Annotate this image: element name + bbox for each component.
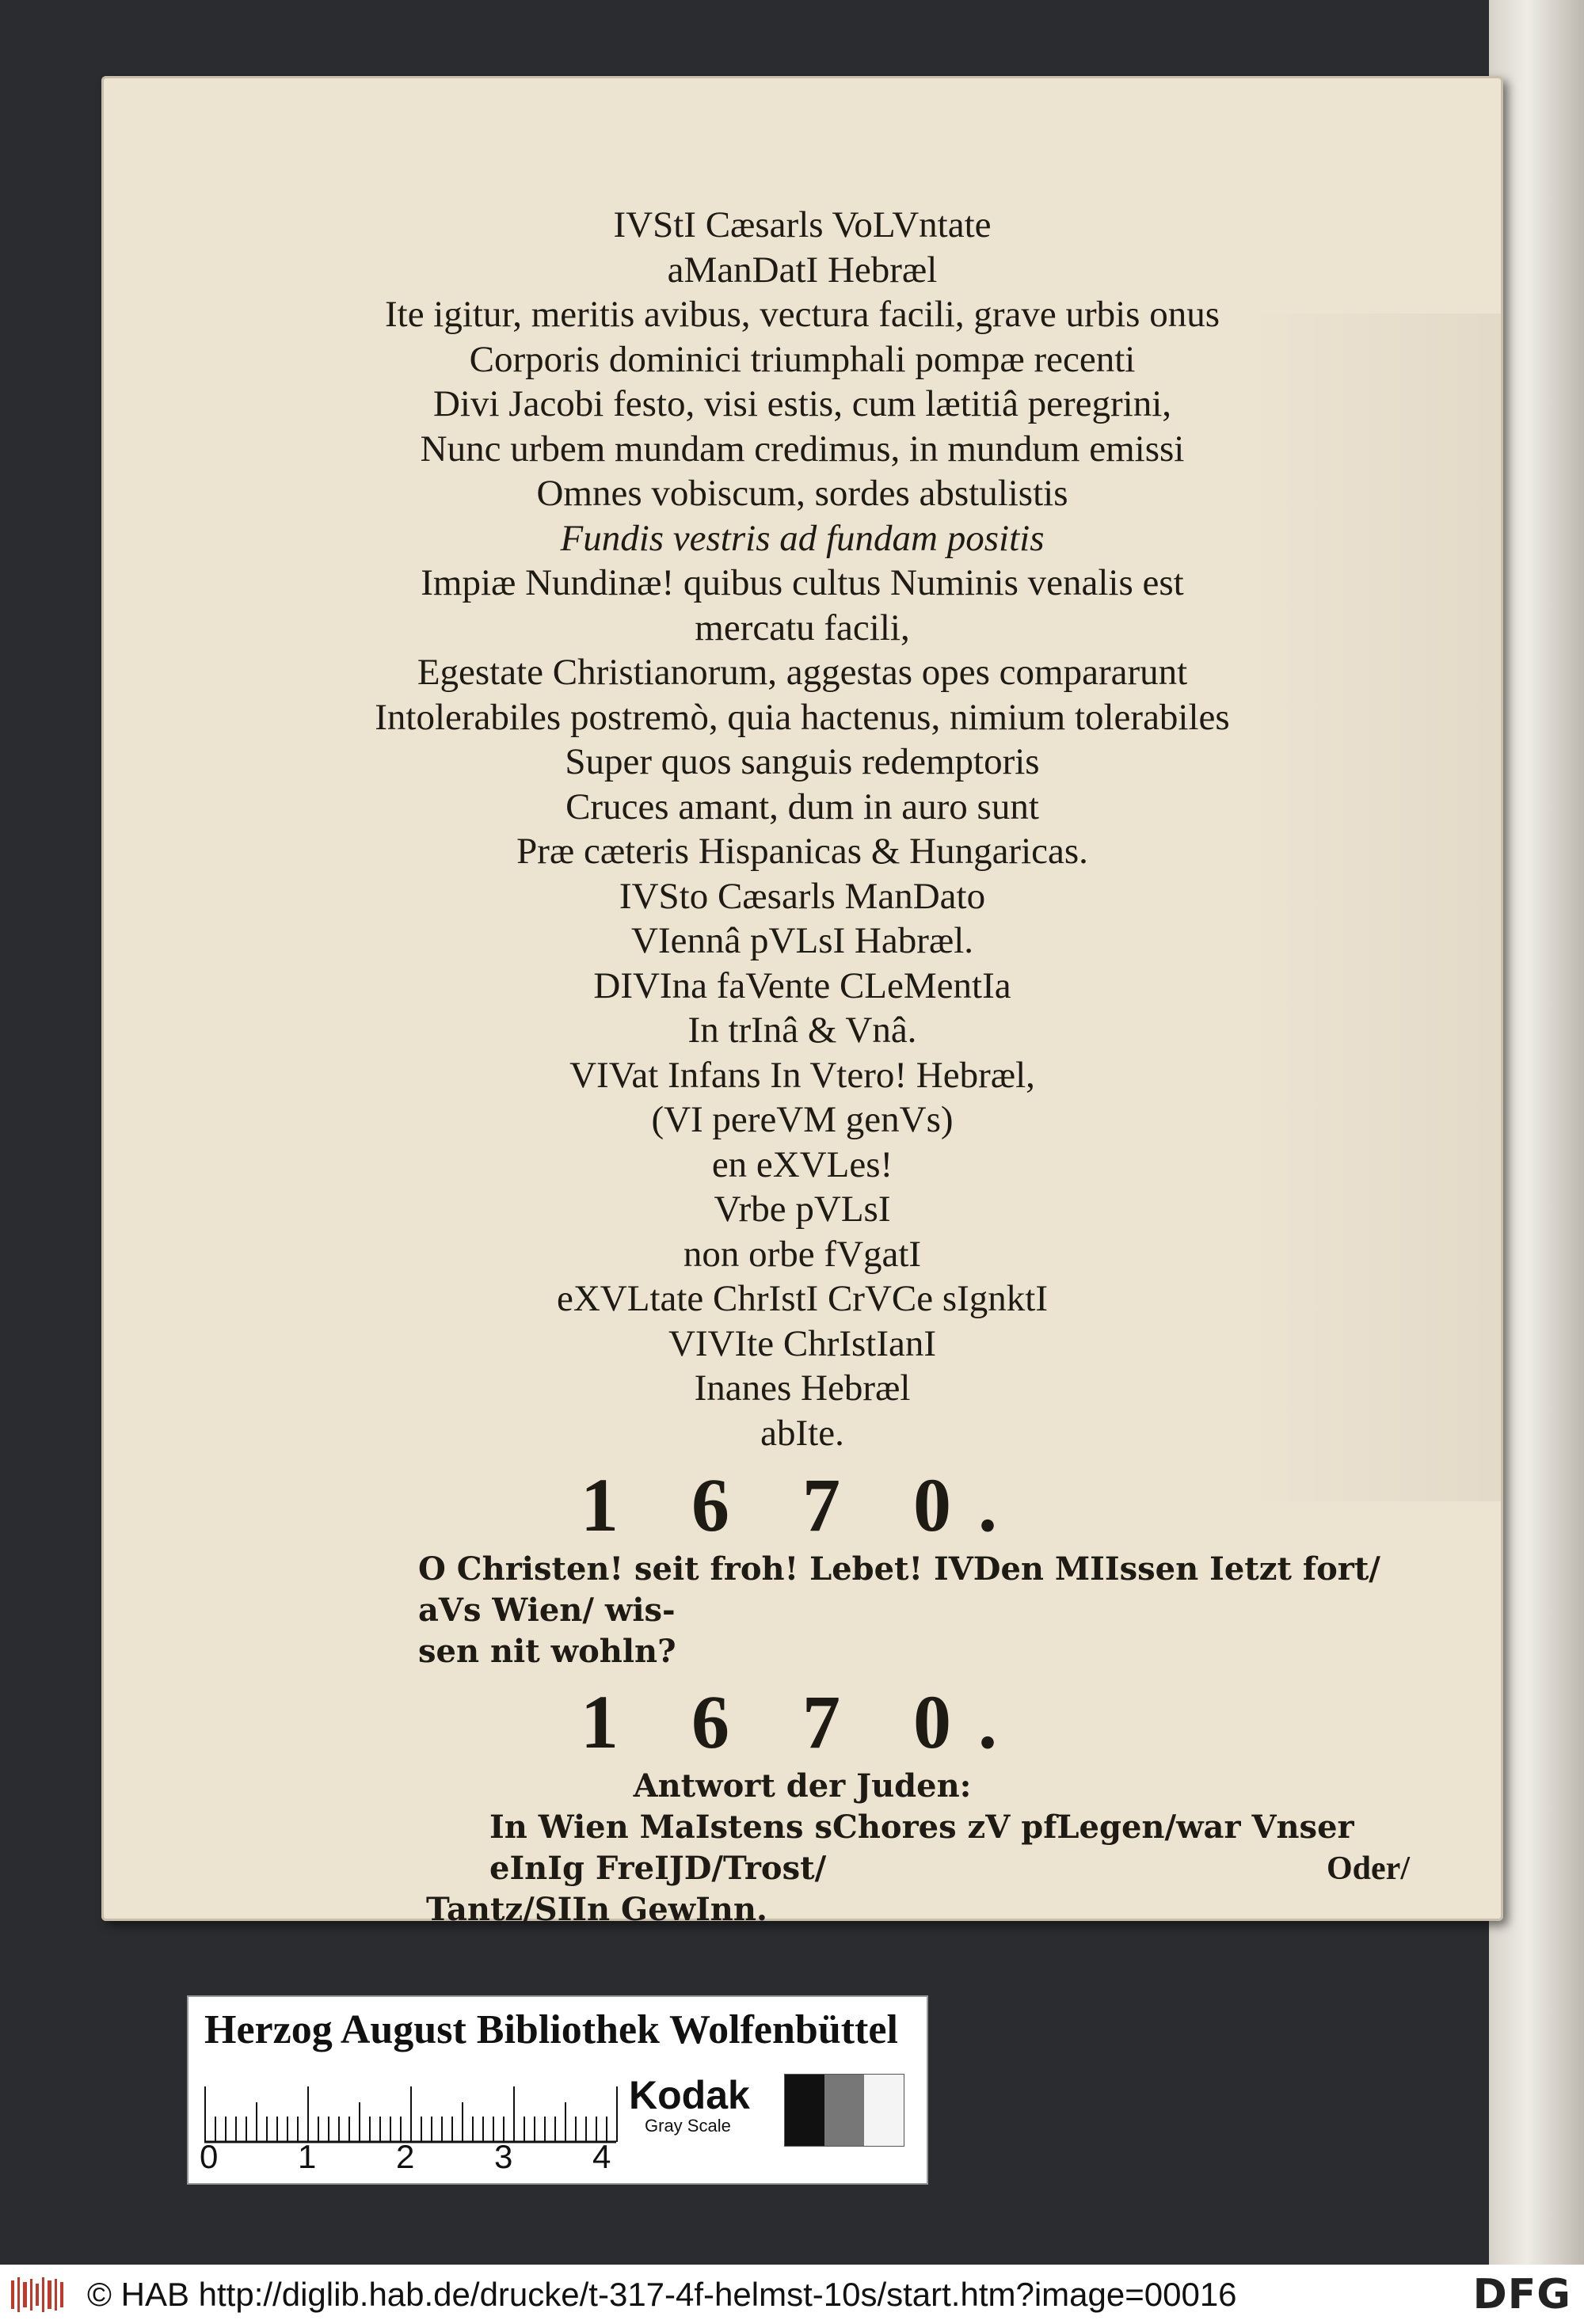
ruler-number: 0 bbox=[200, 2138, 219, 2175]
text-line: abIte. bbox=[760, 1412, 844, 1454]
ruler-number: 1 bbox=[298, 2138, 317, 2175]
gray-patch bbox=[785, 2075, 824, 2146]
ruler-number: 3 bbox=[494, 2138, 513, 2175]
text-line: IVSto Cæsarls ManDato bbox=[619, 875, 986, 917]
catchword: Oder/ bbox=[1327, 1850, 1410, 1887]
year-heading-1: 1 6 7 0. bbox=[581, 1462, 1024, 1547]
document-page bbox=[101, 76, 1503, 1928]
dfg-logo: DFG bbox=[1472, 2271, 1571, 2318]
text-line: DIVIna faVente CLeMentIa bbox=[593, 964, 1011, 1006]
text-line: en eXVLes! bbox=[711, 1143, 893, 1185]
text-line: Fundis vestris ad fundam positis bbox=[560, 517, 1045, 559]
german-line: Tantz/SIIn GewInn. bbox=[426, 1891, 767, 1928]
ruler-number: 4 bbox=[592, 2138, 611, 2175]
answer-heading: Antwort der Juden: bbox=[633, 1767, 972, 1805]
text-line: mercatu facili, bbox=[695, 607, 910, 649]
text-line: Intolerabiles postremò, quia hactenus, nimium tolerabiles bbox=[375, 696, 1230, 738]
text-line: eXVLtate ChrIstI CrVCe sIgnktI bbox=[557, 1278, 1048, 1319]
library-scale-card bbox=[187, 1995, 928, 2185]
text-line: Egestate Christianorum, aggestas opes compararunt bbox=[417, 652, 1188, 693]
page-text bbox=[101, 203, 1503, 1930]
text-line: VIVIte ChrIstIanI bbox=[668, 1322, 937, 1364]
text-line: Corporis dominici triumphali pompæ recenti bbox=[469, 338, 1136, 380]
text-line: In trInâ & Vnâ. bbox=[687, 1010, 917, 1051]
ruler-number: 2 bbox=[396, 2138, 415, 2175]
library-name: Herzog August Bibliothek Wolfenbüttel bbox=[204, 2007, 898, 2052]
year-heading-2: 1 6 7 0. bbox=[581, 1679, 1024, 1764]
text-line: VIVat Infans In Vtero! Hebræl, bbox=[569, 1054, 1035, 1096]
footer-bar bbox=[0, 2265, 1584, 2324]
text-line: Vrbe pVLsI bbox=[714, 1189, 891, 1230]
german-line: In Wien MaIstens sChores zV pfLegen/war Vnser eInIg FreIJD/Trost/ bbox=[489, 1809, 1354, 1887]
text-line: aManDatI Hebræl bbox=[667, 249, 938, 291]
text-line: Super quos sanguis redemptoris bbox=[565, 741, 1040, 782]
gray-scale-label: Gray Scale bbox=[645, 2116, 731, 2136]
german-line: O Christen! seit froh! Lebet! IVDen MIIssen Ietzt fort/ aVs Wien/ wis- bbox=[418, 1550, 1380, 1629]
text-line: VIennâ pVLsI Habræl. bbox=[630, 920, 974, 961]
text-line: Impiæ Nundinæ! quibus cultus Numinis venalis est bbox=[421, 562, 1184, 603]
text-line: Nunc urbem mundam credimus, in mundum emissi bbox=[420, 428, 1185, 470]
text-line: (VI pereVM genVs) bbox=[651, 1099, 954, 1140]
text-line: non orbe fVgatI bbox=[683, 1233, 922, 1275]
german-line: sen nit wohln? bbox=[418, 1633, 676, 1670]
gray-patch bbox=[824, 2075, 864, 2146]
gray-patch bbox=[864, 2075, 904, 2146]
kodak-label: Kodak bbox=[629, 2073, 750, 2117]
copyright-url: © HAB http://diglib.hab.de/drucke/t-317-4f-helmst-10s/start.htm?image=00016 bbox=[87, 2276, 1237, 2313]
text-line: IVStI Cæsarls VoLVntate bbox=[613, 204, 992, 245]
barcode-icon bbox=[10, 2277, 65, 2312]
text-line: Cruces amant, dum in auro sunt bbox=[565, 785, 1039, 827]
text-line: Ite igitur, meritis avibus, vectura facili, grave urbis onus bbox=[384, 294, 1220, 335]
text-line: Omnes vobiscum, sordes abstulistis bbox=[536, 473, 1068, 514]
text-line: Inanes Hebræl bbox=[694, 1367, 911, 1409]
book-spine bbox=[1489, 0, 1584, 2265]
text-line: Præ cæteris Hispanicas & Hungaricas. bbox=[516, 831, 1088, 872]
text-line: Divi Jacobi festo, visi estis, cum lætitiâ peregrini, bbox=[432, 383, 1171, 424]
ruler-numbers bbox=[200, 2138, 786, 2178]
gray-scale-patches bbox=[784, 2074, 904, 2147]
